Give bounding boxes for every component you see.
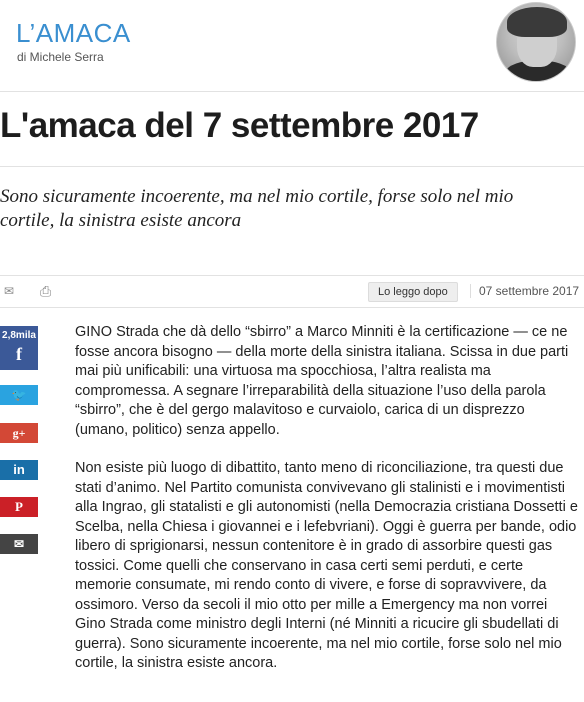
article-paragraph: GINO Strada che dà dello “sbirro” a Marco Minniti è la certificazione — ce ne fosse ancora bisogno — della morte della sinistra italiana. Scissa in due parti mai più unificabili: una virtuosa ma spocchiosa, l’altra realista ma compromessa. A segnare l’irreparabilità della situazione l’uso della parola “sbirro”, che è del gergo malavitoso e curvaiolo, carica di un disprezzo (umano, politico) senza appello. bbox=[75, 324, 569, 438]
print-icon[interactable]: ⎙ bbox=[40, 283, 52, 299]
linkedin-share-button[interactable] bbox=[0, 460, 38, 480]
header-divider bbox=[0, 91, 584, 92]
page-header bbox=[0, 0, 584, 90]
article-toolbar bbox=[0, 280, 584, 304]
twitter-icon: 🐦 bbox=[11, 388, 27, 402]
pinterest-icon: P bbox=[15, 499, 23, 514]
pinterest-share-button[interactable] bbox=[0, 497, 38, 517]
googleplus-share-button[interactable] bbox=[0, 423, 38, 443]
article-paragraph: Non esiste più luogo di dibattito, tanto meno di riconciliazione, tra questi due stati d’animo. Nel Partito comunista convivevano gli stalinisti e i movimentisti alla Ingrao, gli statalisti e gli autonomisti (nella Democrazia cristiana Dossetti e Scelba, nella Chiesa i giovannei e i lefebvriani). Oggi è guerra per bande, odio libero di sprigionarsi, nessun contenitore è in grado di assorbire questi gas tossici. Come quelli che conservano in casa certi semi perduti, e certe memorie consumate, mi rendo conto di vivere, e forse di sopravvivere, da ossimoro. Verso da secoli il mio otto per mille a Emergency ma non vorrei Gino Strada come ministro degli Interni (né Minniti a ricucire gli sbudellati di guerra). Sono sicuramente incoerente, ma nel mio cortile, forse solo nel mio cortile, la sinistra esiste ancora. bbox=[75, 460, 578, 671]
toolbar-bottom-divider bbox=[0, 307, 584, 308]
facebook-icon: f bbox=[16, 344, 22, 364]
facebook-share-button[interactable] bbox=[0, 326, 38, 370]
article-subtitle: Sono sicuramente incoerente, ma nel mio cortile, forse solo nel mio cortile, la sinistra esiste ancora bbox=[0, 186, 514, 231]
article-title: L'amaca del 7 settembre 2017 bbox=[0, 106, 479, 145]
googleplus-icon: g+ bbox=[12, 426, 26, 440]
article-body bbox=[75, 323, 580, 693]
publication-date: 07 settembre 2017 bbox=[470, 284, 579, 298]
title-divider bbox=[0, 166, 584, 167]
email-share-button[interactable] bbox=[0, 534, 38, 554]
email-icon: ✉ bbox=[13, 537, 25, 551]
mail-icon[interactable]: ✉ bbox=[4, 284, 15, 298]
read-later-button[interactable]: Lo leggo dopo bbox=[368, 282, 458, 302]
twitter-share-button[interactable] bbox=[0, 385, 38, 405]
linkedin-icon: in bbox=[13, 462, 25, 477]
author-byline: di Michele Serra bbox=[17, 50, 104, 64]
toolbar-top-divider bbox=[0, 275, 584, 276]
facebook-share-count: 2,8mila bbox=[2, 330, 36, 341]
author-avatar bbox=[496, 2, 576, 82]
column-brand[interactable]: L’AMACA bbox=[16, 18, 131, 48]
